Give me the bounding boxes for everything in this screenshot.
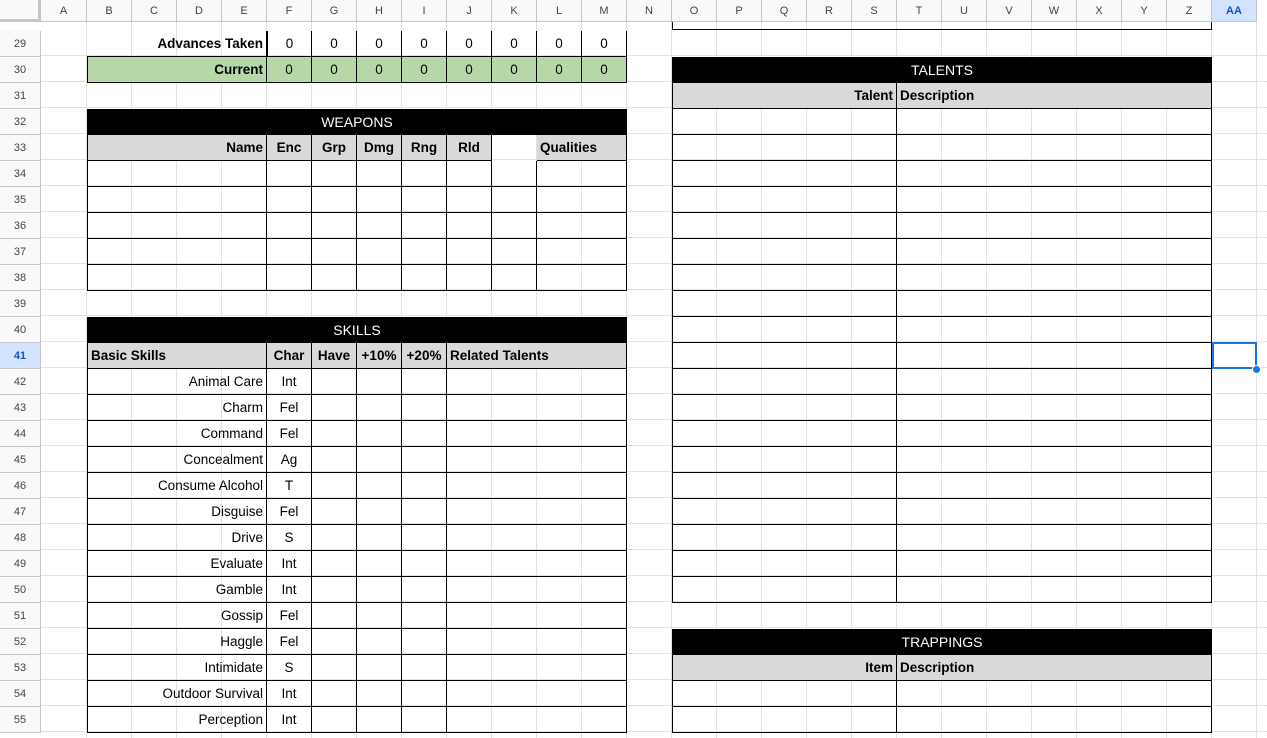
talent-name-cell[interactable] xyxy=(672,213,897,239)
weapon-stat-cell[interactable] xyxy=(267,239,312,265)
weapons-header-qualities[interactable]: Qualities xyxy=(537,135,627,161)
weapon-stat-cell[interactable] xyxy=(267,161,312,187)
advances-value[interactable]: 0 xyxy=(492,31,537,57)
column-header-g[interactable]: G xyxy=(312,0,357,22)
skill-advance-cell[interactable] xyxy=(312,603,357,629)
column-header-v[interactable]: V xyxy=(987,0,1032,22)
talents-banner: TALENTS xyxy=(672,57,1212,83)
weapon-stat-cell[interactable] xyxy=(312,187,357,213)
row-header-43[interactable]: 43 xyxy=(0,395,41,421)
column-header-p[interactable]: P xyxy=(717,0,762,22)
talent-name-cell[interactable] xyxy=(672,421,897,447)
skill-related-talents-cell[interactable] xyxy=(447,447,627,473)
talent-name-cell[interactable] xyxy=(672,499,897,525)
talent-description-cell[interactable] xyxy=(897,499,1212,525)
skill-related-talents-cell[interactable] xyxy=(447,499,627,525)
skill-advance-cell[interactable] xyxy=(312,525,357,551)
talent-description-cell[interactable] xyxy=(897,187,1212,213)
skill-char[interactable]: T xyxy=(267,473,312,499)
row-header-51[interactable]: 51 xyxy=(0,603,41,629)
row-header-50[interactable]: 50 xyxy=(0,577,41,603)
skill-related-talents-cell[interactable] xyxy=(447,525,627,551)
weapon-stat-cell[interactable] xyxy=(357,213,402,239)
skill-name[interactable]: Command xyxy=(87,421,267,447)
skill-advance-cell[interactable] xyxy=(402,551,447,577)
skills-header[interactable]: Have xyxy=(312,343,357,369)
weapon-qualities-cell[interactable] xyxy=(537,213,627,239)
skill-advance-cell[interactable] xyxy=(357,447,402,473)
advances-value[interactable]: 0 xyxy=(447,31,492,57)
skill-advance-cell[interactable] xyxy=(312,447,357,473)
row-header-32[interactable]: 32 xyxy=(0,109,41,135)
skill-char[interactable]: Int xyxy=(267,707,312,733)
current-value[interactable]: 0 xyxy=(537,57,582,83)
talent-description-cell[interactable] xyxy=(897,343,1212,369)
column-header-u[interactable]: U xyxy=(942,0,987,22)
talent-description-cell[interactable] xyxy=(897,109,1212,135)
talents-top-border xyxy=(672,22,1212,30)
row-header-40[interactable]: 40 xyxy=(0,317,41,343)
talent-name-cell[interactable] xyxy=(672,317,897,343)
column-header-aa[interactable]: AA xyxy=(1212,0,1257,22)
row-header-39[interactable]: 39 xyxy=(0,291,41,317)
skill-advance-cell[interactable] xyxy=(312,499,357,525)
weapon-stat-cell[interactable] xyxy=(402,265,447,291)
advances-value[interactable]: 0 xyxy=(267,31,312,57)
row-header-54[interactable]: 54 xyxy=(0,681,41,707)
skill-advance-cell[interactable] xyxy=(312,681,357,707)
weapons-banner: WEAPONS xyxy=(87,109,627,135)
skills-header[interactable]: +10% xyxy=(357,343,402,369)
talent-name-cell[interactable] xyxy=(672,577,897,603)
skills-header[interactable]: Char xyxy=(267,343,312,369)
talent-description-cell[interactable] xyxy=(897,525,1212,551)
weapon-stat-cell[interactable] xyxy=(492,161,537,187)
column-header-y[interactable]: Y xyxy=(1122,0,1167,22)
current-value[interactable]: 0 xyxy=(267,57,312,83)
column-header-f[interactable]: F xyxy=(267,0,312,22)
column-header-n[interactable]: N xyxy=(627,0,672,22)
row-header-45[interactable]: 45 xyxy=(0,447,41,473)
talent-name-cell[interactable] xyxy=(672,525,897,551)
talent-description-cell[interactable] xyxy=(897,317,1212,343)
skill-char[interactable]: S xyxy=(267,655,312,681)
row-header-47[interactable]: 47 xyxy=(0,499,41,525)
row-header-37[interactable]: 37 xyxy=(0,239,41,265)
skill-advance-cell[interactable] xyxy=(357,369,402,395)
talent-description-cell[interactable] xyxy=(897,369,1212,395)
skill-advance-cell[interactable] xyxy=(357,525,402,551)
trappings-banner: TRAPPINGS xyxy=(672,629,1212,655)
advances-value[interactable]: 0 xyxy=(537,31,582,57)
skill-related-talents-cell[interactable] xyxy=(447,577,627,603)
column-header-s[interactable]: S xyxy=(852,0,897,22)
weapon-stat-cell[interactable] xyxy=(492,265,537,291)
column-header-a[interactable]: A xyxy=(41,0,87,22)
skill-char[interactable]: Int xyxy=(267,577,312,603)
weapons-header[interactable]: Rld xyxy=(447,135,492,161)
skill-name[interactable]: Outdoor Survival xyxy=(87,681,267,707)
skill-related-talents-cell[interactable] xyxy=(447,629,627,655)
weapon-stat-cell[interactable] xyxy=(447,161,492,187)
talent-name-cell[interactable] xyxy=(672,239,897,265)
skill-name[interactable]: Evaluate xyxy=(87,551,267,577)
skills-banner: SKILLS xyxy=(87,317,627,343)
skill-advance-cell[interactable] xyxy=(402,473,447,499)
column-header-w[interactable]: W xyxy=(1032,0,1077,22)
skill-char[interactable]: Fel xyxy=(267,629,312,655)
row-header-30[interactable]: 30 xyxy=(0,57,41,83)
skill-advance-cell[interactable] xyxy=(402,525,447,551)
skill-advance-cell[interactable] xyxy=(312,655,357,681)
skill-advance-cell[interactable] xyxy=(312,629,357,655)
column-header-x[interactable]: X xyxy=(1077,0,1122,22)
select-all-corner[interactable] xyxy=(0,0,41,22)
column-header-c[interactable]: C xyxy=(132,0,177,22)
talent-name-cell[interactable] xyxy=(672,109,897,135)
skill-char[interactable]: Fel xyxy=(267,499,312,525)
row-header-29[interactable]: 29 xyxy=(0,31,41,57)
trapping-description-cell[interactable] xyxy=(897,681,1212,707)
skill-advance-cell[interactable] xyxy=(312,473,357,499)
skill-related-talents-cell[interactable] xyxy=(447,551,627,577)
weapon-qualities-cell[interactable] xyxy=(537,187,627,213)
weapons-header-name[interactable]: Name xyxy=(87,135,267,161)
skill-related-talents-cell[interactable] xyxy=(447,681,627,707)
skill-name[interactable]: Gamble xyxy=(87,577,267,603)
skill-advance-cell[interactable] xyxy=(312,577,357,603)
row-header-41[interactable]: 41 xyxy=(0,343,41,369)
skill-advance-cell[interactable] xyxy=(402,447,447,473)
weapon-name-cell[interactable] xyxy=(87,187,267,213)
skill-name[interactable]: Disguise xyxy=(87,499,267,525)
talent-name-cell[interactable] xyxy=(672,135,897,161)
column-header-e[interactable]: E xyxy=(222,0,267,22)
skill-related-talents-cell[interactable] xyxy=(447,655,627,681)
skill-advance-cell[interactable] xyxy=(402,655,447,681)
weapon-stat-cell[interactable] xyxy=(447,265,492,291)
weapon-qualities-cell[interactable] xyxy=(537,265,627,291)
row-header-48[interactable]: 48 xyxy=(0,525,41,551)
column-header-m[interactable]: M xyxy=(582,0,627,22)
weapon-name-cell[interactable] xyxy=(87,213,267,239)
skill-char[interactable]: Fel xyxy=(267,395,312,421)
talent-name-cell[interactable] xyxy=(672,473,897,499)
talent-name-cell[interactable] xyxy=(672,265,897,291)
column-header-k[interactable]: K xyxy=(492,0,537,22)
weapon-stat-cell[interactable] xyxy=(267,265,312,291)
skill-advance-cell[interactable] xyxy=(357,473,402,499)
skill-char[interactable]: Int xyxy=(267,369,312,395)
row-header-35[interactable]: 35 xyxy=(0,187,41,213)
row-header-33[interactable]: 33 xyxy=(0,135,41,161)
skill-advance-cell[interactable] xyxy=(402,395,447,421)
talent-description-cell[interactable] xyxy=(897,135,1212,161)
skill-advance-cell[interactable] xyxy=(357,629,402,655)
column-header-h[interactable]: H xyxy=(357,0,402,22)
skill-advance-cell[interactable] xyxy=(357,577,402,603)
row-header-31[interactable]: 31 xyxy=(0,83,41,109)
talent-name-cell[interactable] xyxy=(672,187,897,213)
weapon-stat-cell[interactable] xyxy=(312,161,357,187)
advances-value[interactable]: 0 xyxy=(402,31,447,57)
skill-advance-cell[interactable] xyxy=(402,369,447,395)
weapons-header[interactable]: Rng xyxy=(402,135,447,161)
skill-name[interactable]: Drive xyxy=(87,525,267,551)
talent-name-cell[interactable] xyxy=(672,447,897,473)
trappings-header-item[interactable]: Item xyxy=(672,655,897,681)
skill-advance-cell[interactable] xyxy=(402,629,447,655)
row-header-34[interactable]: 34 xyxy=(0,161,41,187)
skills-header[interactable]: +20% xyxy=(402,343,447,369)
skill-char[interactable]: Ag xyxy=(267,447,312,473)
talent-description-cell[interactable] xyxy=(897,291,1212,317)
skill-related-talents-cell[interactable] xyxy=(447,473,627,499)
trappings-header-description[interactable]: Description xyxy=(897,655,1212,681)
weapon-stat-cell[interactable] xyxy=(492,187,537,213)
talent-name-cell[interactable] xyxy=(672,369,897,395)
fill-handle[interactable] xyxy=(1252,365,1261,374)
skill-char[interactable]: Int xyxy=(267,681,312,707)
skill-name[interactable]: Consume Alcohol xyxy=(87,473,267,499)
column-header-r[interactable]: R xyxy=(807,0,852,22)
skill-advance-cell[interactable] xyxy=(402,421,447,447)
skill-advance-cell[interactable] xyxy=(312,707,357,733)
advances-value[interactable]: 0 xyxy=(312,31,357,57)
weapon-name-cell[interactable] xyxy=(87,265,267,291)
talent-description-cell[interactable] xyxy=(897,265,1212,291)
talent-description-cell[interactable] xyxy=(897,447,1212,473)
weapon-stat-cell[interactable] xyxy=(357,187,402,213)
talent-name-cell[interactable] xyxy=(672,343,897,369)
talent-name-cell[interactable] xyxy=(672,551,897,577)
column-header-o[interactable]: O xyxy=(672,0,717,22)
skill-related-talents-cell[interactable] xyxy=(447,421,627,447)
talent-description-cell[interactable] xyxy=(897,551,1212,577)
weapon-name-cell[interactable] xyxy=(87,161,267,187)
column-header-i[interactable]: I xyxy=(402,0,447,22)
skill-advance-cell[interactable] xyxy=(357,681,402,707)
talent-description-cell[interactable] xyxy=(897,161,1212,187)
column-header-t[interactable]: T xyxy=(897,0,942,22)
trapping-description-cell[interactable] xyxy=(897,707,1212,733)
skill-advance-cell[interactable] xyxy=(402,707,447,733)
skill-advance-cell[interactable] xyxy=(357,421,402,447)
skill-advance-cell[interactable] xyxy=(402,499,447,525)
weapons-header[interactable]: Dmg xyxy=(357,135,402,161)
current-value[interactable]: 0 xyxy=(402,57,447,83)
current-value[interactable]: 0 xyxy=(492,57,537,83)
selected-cell-outline[interactable] xyxy=(1212,342,1257,369)
advances-taken-label[interactable]: Advances Taken xyxy=(87,31,267,57)
row-header-55[interactable]: 55 xyxy=(0,707,41,733)
talent-description-cell[interactable] xyxy=(897,395,1212,421)
talent-name-cell[interactable] xyxy=(672,291,897,317)
weapon-stat-cell[interactable] xyxy=(312,239,357,265)
skill-name[interactable]: Perception xyxy=(87,707,267,733)
skill-char[interactable]: Fel xyxy=(267,421,312,447)
skill-name[interactable]: Concealment xyxy=(87,447,267,473)
talent-name-cell[interactable] xyxy=(672,395,897,421)
skill-name[interactable]: Animal Care xyxy=(87,369,267,395)
current-value[interactable]: 0 xyxy=(447,57,492,83)
talents-header-description[interactable]: Description xyxy=(897,83,1212,109)
row-header-36[interactable]: 36 xyxy=(0,213,41,239)
skill-related-talents-cell[interactable] xyxy=(447,369,627,395)
skill-advance-cell[interactable] xyxy=(357,499,402,525)
weapon-stat-cell[interactable] xyxy=(357,239,402,265)
talent-description-cell[interactable] xyxy=(897,239,1212,265)
skill-related-talents-cell[interactable] xyxy=(447,603,627,629)
skill-related-talents-cell[interactable] xyxy=(447,707,627,733)
skill-advance-cell[interactable] xyxy=(312,551,357,577)
skill-advance-cell[interactable] xyxy=(357,395,402,421)
talent-description-cell[interactable] xyxy=(897,213,1212,239)
column-header-j[interactable]: J xyxy=(447,0,492,22)
weapon-stat-cell[interactable] xyxy=(492,239,537,265)
row-header-52[interactable]: 52 xyxy=(0,629,41,655)
skill-advance-cell[interactable] xyxy=(402,681,447,707)
skill-advance-cell[interactable] xyxy=(402,603,447,629)
talent-name-cell[interactable] xyxy=(672,161,897,187)
column-header-z[interactable]: Z xyxy=(1167,0,1212,22)
weapon-name-cell[interactable] xyxy=(87,239,267,265)
advances-value[interactable]: 0 xyxy=(582,31,627,57)
current-label[interactable]: Current xyxy=(87,57,267,83)
weapon-stat-cell[interactable] xyxy=(312,213,357,239)
weapon-stat-cell[interactable] xyxy=(402,213,447,239)
advances-value[interactable]: 0 xyxy=(357,31,402,57)
skill-advance-cell[interactable] xyxy=(357,603,402,629)
weapons-header[interactable]: Enc xyxy=(267,135,312,161)
weapon-stat-cell[interactable] xyxy=(447,213,492,239)
trapping-item-cell[interactable] xyxy=(672,707,897,733)
talent-description-cell[interactable] xyxy=(897,421,1212,447)
current-value[interactable]: 0 xyxy=(357,57,402,83)
skill-name[interactable]: Haggle xyxy=(87,629,267,655)
weapon-stat-cell[interactable] xyxy=(447,239,492,265)
weapon-stat-cell[interactable] xyxy=(267,187,312,213)
skill-related-talents-cell[interactable] xyxy=(447,395,627,421)
skill-advance-cell[interactable] xyxy=(402,577,447,603)
row-header-49[interactable]: 49 xyxy=(0,551,41,577)
skill-advance-cell[interactable] xyxy=(312,421,357,447)
skill-advance-cell[interactable] xyxy=(357,707,402,733)
skill-name[interactable]: Intimidate xyxy=(87,655,267,681)
weapon-stat-cell[interactable] xyxy=(492,213,537,239)
skill-name[interactable]: Charm xyxy=(87,395,267,421)
talent-description-cell[interactable] xyxy=(897,577,1212,603)
skill-char[interactable]: S xyxy=(267,525,312,551)
weapon-stat-cell[interactable] xyxy=(357,161,402,187)
weapon-stat-cell[interactable] xyxy=(312,265,357,291)
column-header-b[interactable]: B xyxy=(87,0,132,22)
weapon-stat-cell[interactable] xyxy=(402,187,447,213)
weapons-header[interactable]: Grp xyxy=(312,135,357,161)
talent-description-cell[interactable] xyxy=(897,473,1212,499)
row-header-46[interactable]: 46 xyxy=(0,473,41,499)
skill-advance-cell[interactable] xyxy=(357,655,402,681)
weapon-stat-cell[interactable] xyxy=(447,187,492,213)
row-header-53[interactable]: 53 xyxy=(0,655,41,681)
skill-advance-cell[interactable] xyxy=(312,369,357,395)
skill-char[interactable]: Int xyxy=(267,551,312,577)
weapon-stat-cell[interactable] xyxy=(402,161,447,187)
column-header-d[interactable]: D xyxy=(177,0,222,22)
skill-char[interactable]: Fel xyxy=(267,603,312,629)
talents-header-talent[interactable]: Talent xyxy=(672,83,897,109)
gridline-vertical xyxy=(1256,22,1257,738)
weapon-stat-cell[interactable] xyxy=(267,213,312,239)
current-value[interactable]: 0 xyxy=(582,57,627,83)
current-value[interactable]: 0 xyxy=(312,57,357,83)
weapon-qualities-cell[interactable] xyxy=(537,239,627,265)
trapping-item-cell[interactable] xyxy=(672,681,897,707)
skills-header-related[interactable]: Related Talents xyxy=(447,343,627,369)
row-header-44[interactable]: 44 xyxy=(0,421,41,447)
weapon-qualities-cell[interactable] xyxy=(537,161,627,187)
row-header-42[interactable]: 42 xyxy=(0,369,41,395)
skill-name[interactable]: Gossip xyxy=(87,603,267,629)
column-header-q[interactable]: Q xyxy=(762,0,807,22)
skill-advance-cell[interactable] xyxy=(357,551,402,577)
skills-header-basic[interactable]: Basic Skills xyxy=(87,343,267,369)
weapon-stat-cell[interactable] xyxy=(357,265,402,291)
weapon-stat-cell[interactable] xyxy=(402,239,447,265)
column-header-l[interactable]: L xyxy=(537,0,582,22)
skill-advance-cell[interactable] xyxy=(312,395,357,421)
row-header-38[interactable]: 38 xyxy=(0,265,41,291)
